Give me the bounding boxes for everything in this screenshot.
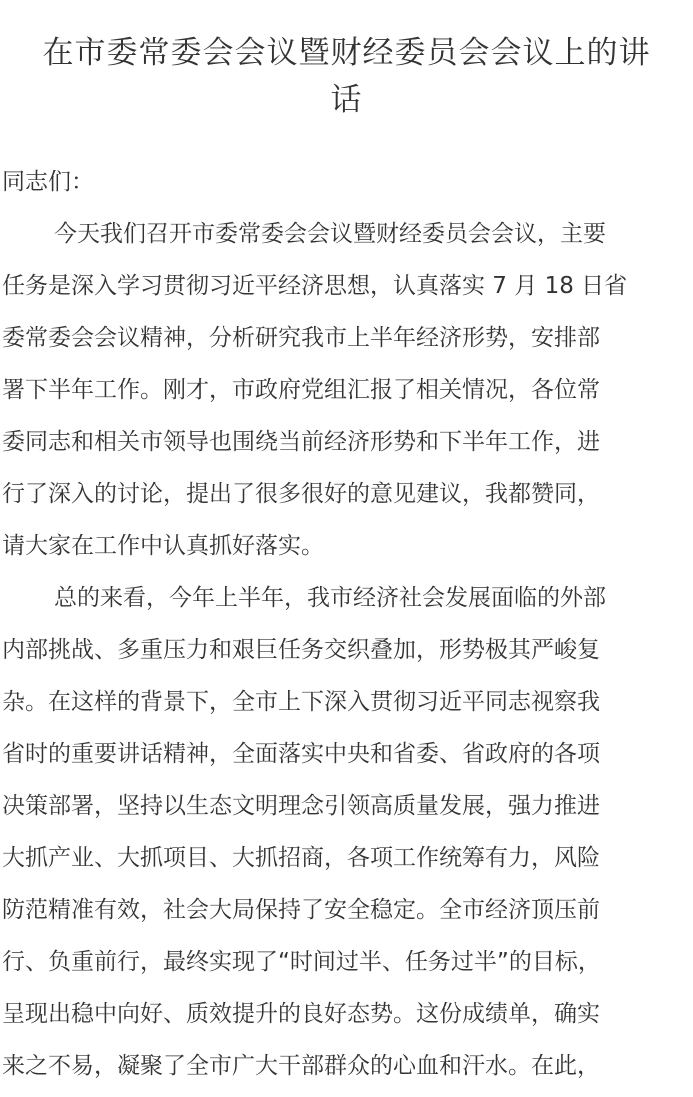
paragraph-2-line: 内部挑战、多重压力和艰巨任务交织叠加，形势极其严峻复 xyxy=(2,637,600,663)
paragraph-2-line: 杂。在这样的背景下，全市上下深入贯彻习近平同志视察我 xyxy=(2,689,600,715)
paragraph-2-line: 总的来看，今年上半年，我市经济社会发展面临的外部 xyxy=(54,585,606,611)
paragraph-2-line: 行、负重前行，最终实现了“时间过半、任务过半”的目标， xyxy=(2,949,601,975)
paragraph-1-line: 行了深入的讨论，提出了很多很好的意见建议，我都赞同， xyxy=(2,481,600,507)
paragraph-1-line: 任务是深入学习贯彻习近平经济思想，认真落实 7 月 18 日省 xyxy=(2,273,628,299)
paragraph-1-line: 委常委会会议精神，分析研究我市上半年经济形势，安排部 xyxy=(2,325,600,351)
paragraph-1-line: 今天我们召开市委常委会会议暨财经委员会会议，主要 xyxy=(54,221,606,247)
title-line-2: 话 xyxy=(330,82,363,118)
greeting: 同志们： xyxy=(2,169,94,195)
paragraph-1-line: 署下半年工作。刚才，市政府党组汇报了相关情况，各位常 xyxy=(2,377,600,403)
paragraph-2-line: 省时的重要讲话精神，全面落实中央和省委、省政府的各项 xyxy=(2,741,600,767)
document-title xyxy=(0,30,693,124)
paragraph-2-line: 来之不易，凝聚了全市广大干部群众的心血和汗水。在此， xyxy=(2,1053,600,1079)
paragraph-2-line: 决策部署，坚持以生态文明理念引领高质量发展，强力推进 xyxy=(2,793,600,819)
paragraph-1-line: 请大家在工作中认真抓好落实。 xyxy=(2,533,324,559)
paragraph-2-line: 大抓产业、大抓项目、大抓招商，各项工作统筹有力，风险 xyxy=(2,845,600,871)
title-line-1: 在市委常委会会议暨财经委员会会议上的讲 xyxy=(42,35,651,71)
paragraph-2-line: 呈现出稳中向好、质效提升的良好态势。这份成绩单，确实 xyxy=(2,1001,600,1027)
paragraph-2-line: 防范精准有效，社会大局保持了安全稳定。全市经济顶压前 xyxy=(2,897,600,923)
paragraph-1-line: 委同志和相关市领导也围绕当前经济形势和下半年工作，进 xyxy=(2,429,600,455)
